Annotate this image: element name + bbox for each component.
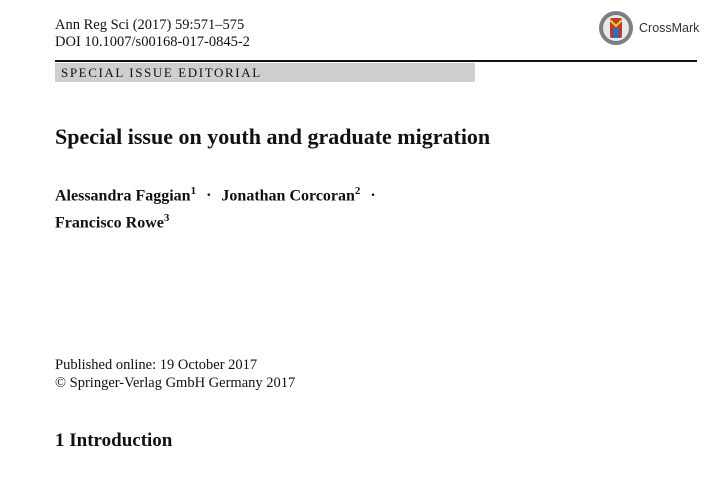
author-name[interactable]: Jonathan Corcoran: [221, 187, 355, 205]
author-separator: ·: [206, 187, 212, 205]
author-list: [55, 180, 382, 235]
article-title: Special issue on youth and graduate migration: [55, 124, 491, 149]
author-name[interactable]: Alessandra Faggian: [55, 187, 191, 205]
header-rule: [55, 60, 697, 62]
author-line-1: [55, 180, 382, 207]
article-type-label: SPECIAL ISSUE EDITORIAL: [55, 63, 475, 82]
affiliation-marker: 1: [190, 185, 197, 197]
crossmark-label: CrossMark: [639, 21, 700, 35]
crossmark-badge[interactable]: [598, 10, 699, 46]
author-line-2: [55, 207, 382, 234]
published-online: Published online: 19 October 2017: [55, 357, 258, 373]
copyright-line: © Springer-Verlag GmbH Germany 2017: [55, 375, 296, 391]
journal-line: Ann Reg Sci (2017) 59:571–575: [55, 17, 245, 33]
doi-line[interactable]: DOI 10.1007/s00168-017-0845-2: [55, 34, 250, 50]
crossmark-icon: [598, 10, 634, 46]
author-name[interactable]: Francisco Rowe: [55, 214, 164, 232]
affiliation-marker: 2: [354, 185, 361, 197]
publication-info: [55, 356, 295, 392]
author-separator: ·: [370, 187, 376, 205]
journal-citation: [55, 17, 250, 51]
affiliation-marker: 3: [163, 212, 170, 225]
section-heading-introduction: 1 Introduction: [55, 430, 173, 451]
